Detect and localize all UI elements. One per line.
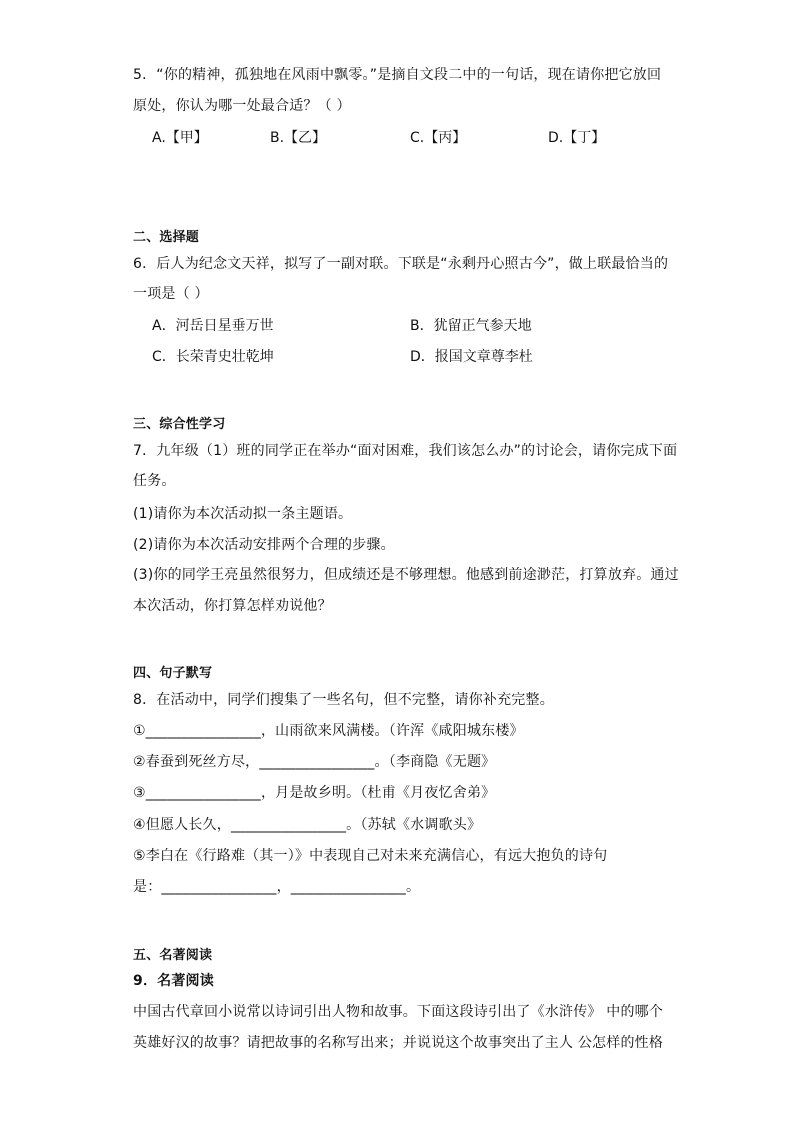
section-3-heading: 三、综合性学习 [133, 417, 226, 432]
q6-option-b: B．犹留正气参天地 [410, 318, 532, 334]
q5-option-d: D.【丁】 [548, 130, 606, 146]
q9-title: 9．名著阅读 [133, 973, 214, 989]
q5-option-c: C.【丙】 [410, 130, 467, 146]
q9-line-2: 英雄好汉的故事？请把故事的名称写出来；并说说这个故事突出了主人 公怎样的性格 [133, 1035, 664, 1051]
section-2-heading: 二、选择题 [133, 230, 200, 245]
q7-sub-3-line-2: 本次活动，你打算怎样劝说他？ [133, 598, 332, 614]
q6-line-1: 6．后人为纪念文天祥，拟写了一副对联。下联是“永剩丹心照古今”，做上联最恰当的 [133, 256, 669, 272]
q5-line-1: 5．“你的精神，孤独地在风雨中飘零。”是摘自文段二中的一句话，现在请你把它放回 [133, 67, 662, 83]
q5-option-a: A.【甲】 [152, 130, 208, 146]
q8-item-4: ④但愿人长久，________________。（苏轼《水调歌头》 [133, 817, 482, 833]
q6-option-a: A．河岳日星垂万世 [152, 318, 274, 334]
q7-line-2: 任务。 [133, 473, 176, 489]
q6-option-c: C．长荣青史壮乾坤 [152, 349, 274, 365]
q6-option-d: D．报国文章尊李杜 [410, 349, 533, 365]
q8-item-3: ③________________，月是故乡明。（杜甫《月夜忆舍弟》 [133, 785, 496, 801]
q8-item-1: ①________________，山雨欲来风满楼。（许浑《咸阳城东楼》 [133, 723, 524, 739]
section-5-heading: 五、名著阅读 [133, 948, 213, 963]
q9-line-1: 中国古代章回小说常以诗词引出人物和故事。下面这段诗引出了《水浒传》 中的哪个 [133, 1004, 664, 1020]
q7-sub-3-line-1: (3)你的同学王亮虽然很努力，但成绩还是不够理想。他感到前途渺茫，打算放弃。通过 [133, 567, 679, 583]
q8-item-5-line-2: 是：________________，________________。 [133, 879, 421, 895]
q8-intro: 8．在活动中，同学们搜集了一些名句，但不完整，请你补充完整。 [133, 692, 554, 708]
q8-item-5-line-1: ⑤李白在《行路难（其一）》中表现自己对未来充满信心，有远大抱负的诗句 [133, 848, 608, 864]
q5-option-b: B.【乙】 [270, 130, 327, 146]
q8-item-2: ②春蚕到死丝方尽，________________。（李商隐《无题》 [133, 754, 496, 770]
q7-sub-2: (2)请你为本次活动安排两个合理的步骤。 [133, 537, 395, 553]
q7-sub-1: (1)请你为本次活动拟一条主题语。 [133, 506, 353, 522]
q6-line-2: 一项是（ ） [133, 286, 209, 302]
section-4-heading: 四、句子默写 [133, 666, 213, 681]
q7-line-1: 7．九年级（1）班的同学正在举办“面对困难，我们该怎么办”的讨论会，请你完成下面 [133, 443, 678, 459]
q5-line-2: 原处，你认为哪一处最合适？（ ） [133, 98, 351, 114]
